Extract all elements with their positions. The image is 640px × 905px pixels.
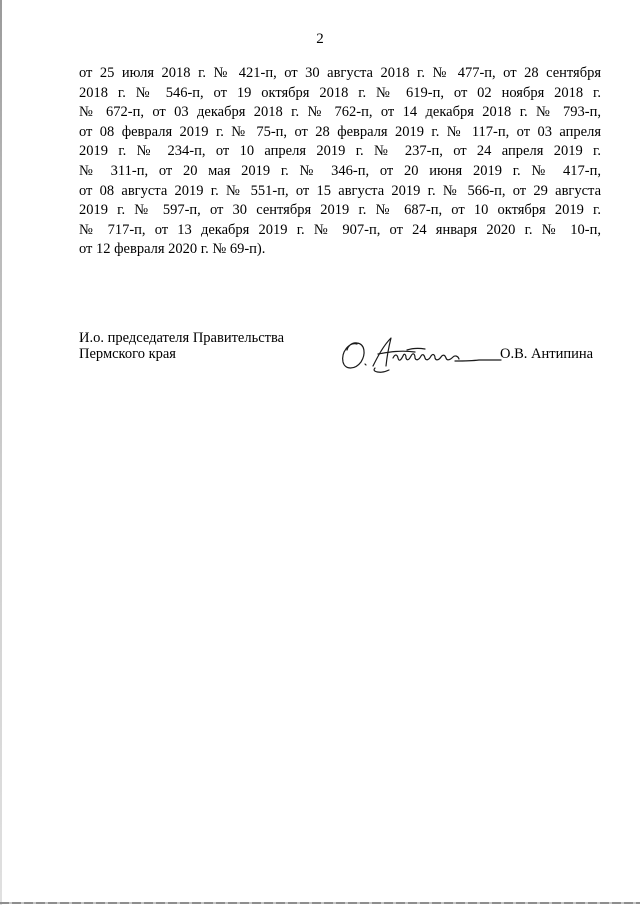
- scan-left-edge: [0, 0, 2, 905]
- body-line: 2018 г. № 546-п, от 19 октября 2018 г. № 619-п, от 02 ноября 2018 г.: [79, 84, 601, 101]
- body-line: от 25 июля 2018 г. № 421-п, от 30 августа 2018 г. № 477-п, от 28 сентября: [79, 65, 601, 81]
- body-line: 2019 г. № 597-п, от 30 сентября 2019 г. № 687-п, от 10 октября 2019 г.: [79, 202, 601, 219]
- signatory-title-line: Пермского края: [79, 346, 176, 362]
- body-line: № 717-п, от 13 декабря 2019 г. № 907-п, от 24 января 2020 г. № 10-п,: [79, 221, 601, 238]
- handwritten-signature: [337, 330, 502, 375]
- scan-bottom-edge: [0, 902, 640, 904]
- body-line: 2019 г. № 234-п, от 10 апреля 2019 г. № 237-п, от 24 апреля 2019 г.: [79, 143, 601, 160]
- body-line: от 08 февраля 2019 г. № 75-п, от 28 февраля 2019 г. № 117-п, от 03 апреля: [79, 123, 601, 140]
- body-line: от 12 февраля 2020 г. № 69-п).: [79, 241, 266, 258]
- signatory-title: [79, 330, 284, 362]
- body-line: № 672-п, от 03 декабря 2018 г. № 762-п, от 14 декабря 2018 г. № 793-п,: [79, 104, 601, 121]
- body-text: [79, 64, 601, 260]
- signatory-title-line: И.о. председателя Правительства: [79, 330, 285, 346]
- body-line: № 311-п, от 20 мая 2019 г. № 346-п, от 20 июня 2019 г. № 417-п,: [79, 162, 601, 179]
- signatory-name: О.В. Антипина: [500, 346, 594, 362]
- body-line: от 08 августа 2019 г. № 551-п, от 15 августа 2019 г. № 566-п, от 29 августа: [79, 182, 601, 199]
- page-number: 2: [316, 31, 324, 47]
